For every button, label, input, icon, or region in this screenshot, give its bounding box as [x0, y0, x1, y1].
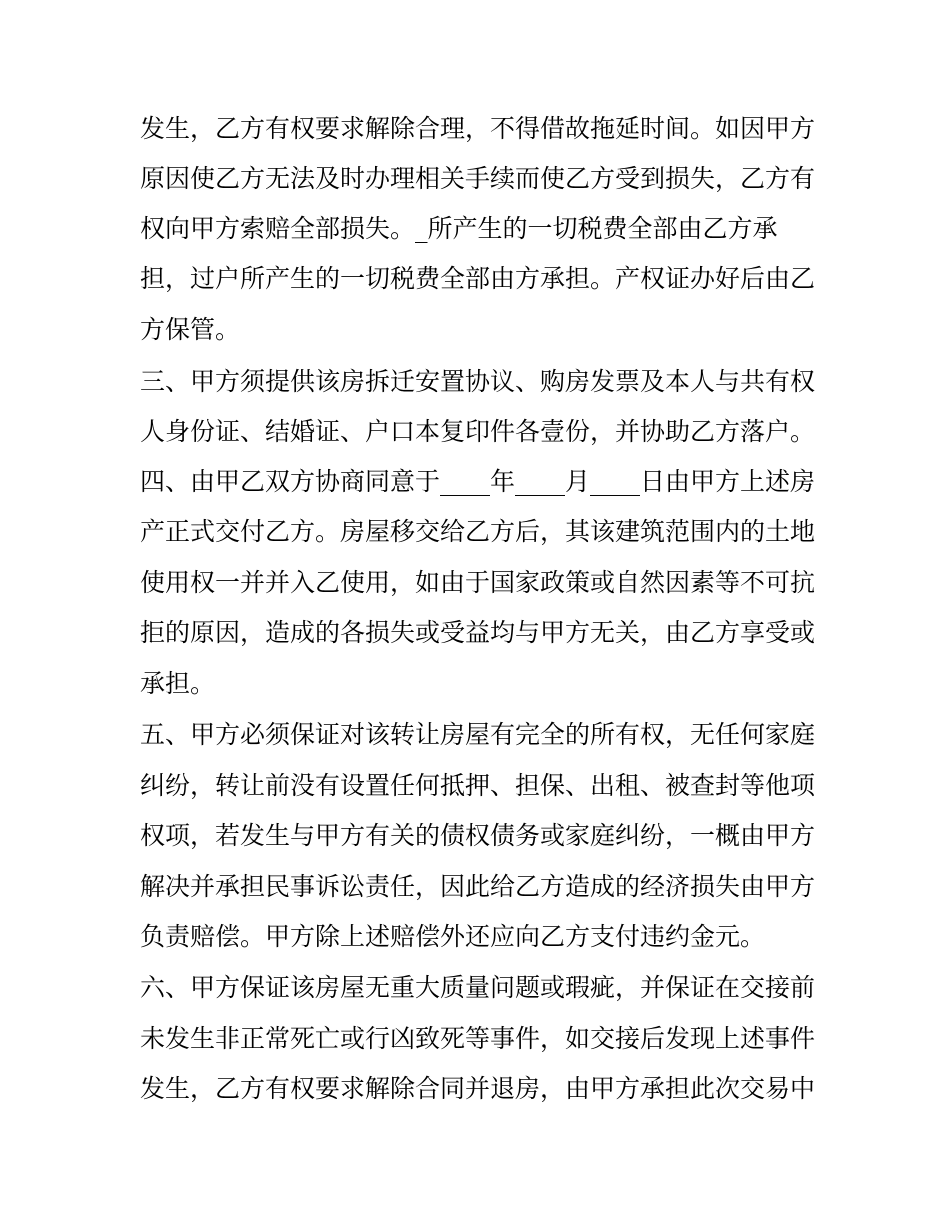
text-line-10: 使用权一并并入乙使用，如由于国家政策或自然因素等不可抗 [140, 568, 816, 597]
text-line-7: 人身份证、结婚证、户口本复印件各壹份，并协助乙方落户。 [140, 417, 816, 446]
text-line-16: 解决并承担民事诉讼责任，因此给乙方造成的经济损失由甲方 [140, 872, 816, 901]
text-line-2: 原因使乙方无法及时办理相关手续而使乙方受到损失，乙方有 [140, 164, 816, 193]
text-line-20: 发生，乙方有权要求解除合同并退房，由甲方承担此次交易中 [140, 1074, 816, 1103]
text-line-12: 承担。 [140, 669, 216, 698]
text-line-3: 权向甲方索赔全部损失。_所产生的一切税费全部由乙方承 [140, 214, 778, 243]
text-line-8: 四、由甲乙双方协商同意于____年____月____日由甲方上述房 [140, 467, 816, 496]
text-line-13: 五、甲方必须保证对该转让房屋有完全的所有权，无任何家庭 [140, 720, 816, 749]
text-line-6: 三、甲方须提供该房拆迁安置协议、购房发票及本人与共有权 [140, 367, 816, 396]
text-line-4: 担，过户所产生的一切税费全部由方承担。产权证办好后由乙 [140, 264, 816, 293]
text-line-11: 拒的原因，造成的各损失或受益均与甲方无关，由乙方享受或 [140, 618, 816, 647]
text-line-19: 未发生非正常死亡或行凶致死等事件，如交接后发现上述事件 [140, 1024, 816, 1053]
text-line-1: 发生，乙方有权要求解除合理，不得借故拖延时间。如因甲方 [140, 114, 816, 143]
text-line-5: 方保管。 [140, 315, 241, 344]
text-line-9: 产正式交付乙方。房屋移交给乙方后，其该建筑范围内的土地 [140, 517, 816, 546]
text-line-17: 负责赔偿。甲方除上述赔偿外还应向乙方支付违约金元。 [140, 922, 766, 951]
text-line-15: 权项，若发生与甲方有关的债权债务或家庭纠纷，一概由甲方 [140, 821, 816, 850]
text-line-18: 六、甲方保证该房屋无重大质量问题或瑕疵，并保证在交接前 [140, 973, 816, 1002]
text-line-14: 纠纷，转让前没有设置任何抵押、担保、出租、被查封等他项 [140, 771, 816, 800]
